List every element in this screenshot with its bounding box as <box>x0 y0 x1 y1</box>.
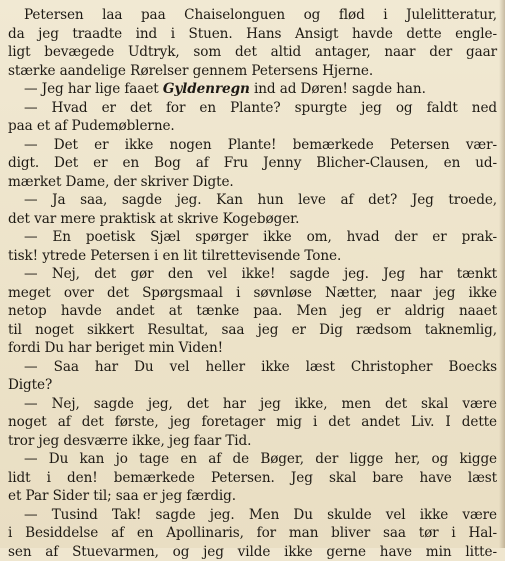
text-line: stærke aandelige Rørelser gennem Petersens Hjerne. <box>8 62 497 81</box>
text-line: Petersen laa paa Chaiselonguen og flød i Julelitteratur, <box>8 6 497 25</box>
text-line: paa et af Pudemøblerne. <box>8 117 497 136</box>
paragraph <box>8 228 497 265</box>
text-line: meget over det Spørgsmaal i søvnløse Nætter, naar jeg ikke <box>8 284 497 303</box>
text-line: — Det er ikke nogen Plante! bemærkede Petersen vær- <box>8 136 497 155</box>
paragraph <box>8 80 497 99</box>
text-line: et Par Sider til; saa er jeg færdig. <box>8 487 497 506</box>
text-line: — Tusind Tak! sagde jeg. Men Du skulde vel ikke være <box>8 506 497 525</box>
text-line: digt. Det er en Bog af Fru Jenny Blicher-Clausen, en ud- <box>8 154 497 173</box>
paragraph <box>8 506 497 561</box>
paragraph <box>8 6 497 80</box>
paragraph <box>8 358 497 395</box>
text-line: mærket Dame, der skriver Digte. <box>8 173 497 192</box>
paragraph <box>8 191 497 228</box>
book-title: Gyldenregn <box>163 81 250 97</box>
document-body <box>8 6 497 561</box>
paragraph <box>8 265 497 358</box>
paragraph <box>8 395 497 451</box>
text-line: ligt bevægede Udtryk, som det altid antager, naar der gaar <box>8 43 497 62</box>
text-line: sen af Stuevarmen, og jeg vilde ikke gerne have min litte- <box>8 543 497 561</box>
text-line: — Ja saa, sagde jeg. Kan hun leve af det? Jeg troede, <box>8 191 497 210</box>
text-line: — En poetisk Sjæl spørger ikke om, hvad der er prak- <box>8 228 497 247</box>
text-line: til noget sikkert Resultat, saa jeg er Dig rædsom taknemlig, <box>8 321 497 340</box>
text-line: tror jeg desværre ikke, jeg faar Tid. <box>8 432 497 451</box>
text-line: — Saa har Du vel heller ikke læst Christopher Boecks <box>8 358 497 377</box>
text-run: ind ad Døren! sagde han. <box>250 81 426 97</box>
text-line: da jeg traadte ind i Stuen. Hans Ansigt havde dette engle- <box>8 25 497 44</box>
text-line: netop havde andet at tænke paa. Men jeg er aldrig naaet <box>8 302 497 321</box>
text-line: det var mere praktisk at skrive Kogebøger. <box>8 210 497 229</box>
paragraph <box>8 450 497 506</box>
text-line <box>8 80 497 99</box>
paragraph <box>8 136 497 192</box>
text-line: — Du kan jo tage en af de Bøger, der ligge her, og kigge <box>8 450 497 469</box>
text-line: — Nej, det gør den vel ikke! sagde jeg. Jeg har tænkt <box>8 265 497 284</box>
text-line: tisk! ytrede Petersen i en lit tilrettevisende Tone. <box>8 247 497 266</box>
text-line: fordi Du har beriget min Viden! <box>8 339 497 358</box>
text-line: Digte? <box>8 376 497 395</box>
text-line: i Besiddelse af en Apollinaris, for man bliver saa tør i Hal- <box>8 524 497 543</box>
paragraph <box>8 99 497 136</box>
text-line: lidt i den! bemærkede Petersen. Jeg skal bare have læst <box>8 469 497 488</box>
text-line: noget af det første, jeg foretager mig i det andet Liv. I dette <box>8 413 497 432</box>
text-run: — Jeg har lige faaet <box>24 81 163 97</box>
text-line: — Nej, sagde jeg, det har jeg ikke, men det skal være <box>8 395 497 414</box>
page-edge-shadow <box>499 0 505 548</box>
text-line: — Hvad er det for en Plante? spurgte jeg og faldt ned <box>8 99 497 118</box>
